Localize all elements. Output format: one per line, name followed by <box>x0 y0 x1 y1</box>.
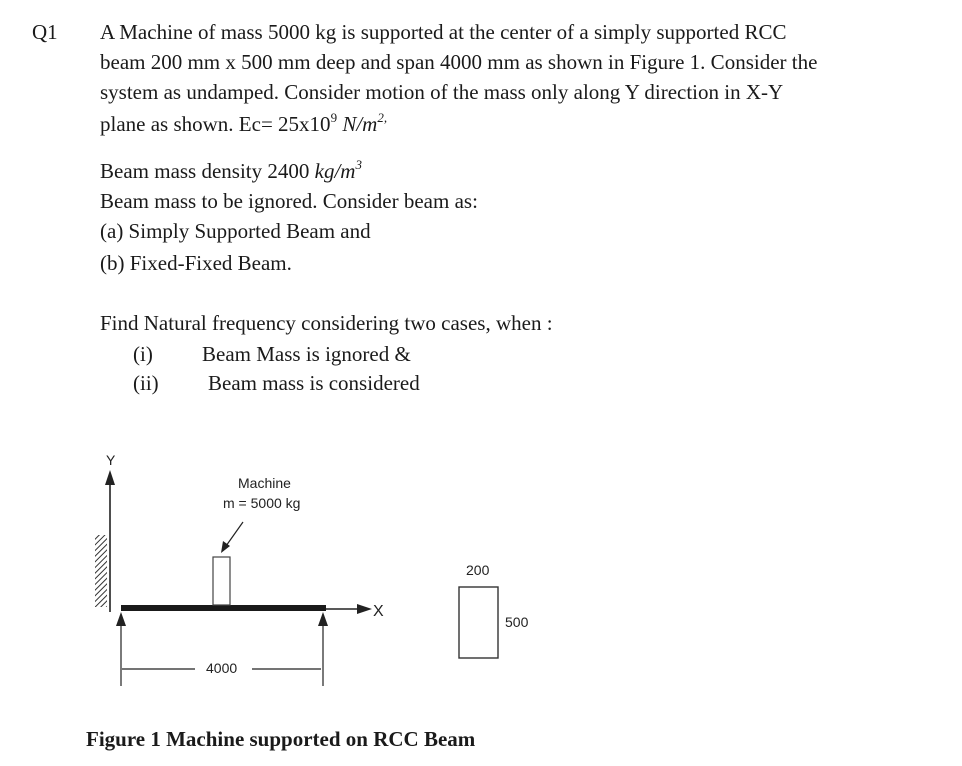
modulus-unit: N/m <box>342 112 378 136</box>
case-i-text: Beam Mass is ignored & <box>202 342 411 366</box>
machine-leader-line <box>226 522 243 546</box>
mass-label: m = 5000 kg <box>223 495 301 511</box>
x-axis-arrowhead <box>357 604 372 614</box>
case-ii-text: Beam mass is considered <box>208 371 420 395</box>
case-a-line: (a) Simply Supported Beam and <box>100 219 371 243</box>
machine-block <box>213 557 230 605</box>
density-unit-exponent: 3 <box>355 157 362 172</box>
wall-hatch <box>95 535 107 607</box>
x-axis-label: X <box>373 603 384 620</box>
beam-cross-section <box>459 587 498 658</box>
section-width-label: 200 <box>466 562 490 578</box>
question-number: Q1 <box>32 20 58 44</box>
case-i-label: (i) <box>133 342 153 366</box>
modulus-text: plane as shown. Ec= 25x10 <box>100 112 331 136</box>
machine-label: Machine <box>238 475 291 491</box>
modulus-exponent: 9 <box>330 110 338 125</box>
beam-mass-line: Beam mass to be ignored. Consider beam as: <box>100 189 478 213</box>
right-support-arrow <box>318 612 328 626</box>
figure-caption: Figure 1 Machine supported on RCC Beam <box>86 727 476 751</box>
find-line: Find Natural frequency considering two cases, when : <box>100 311 553 335</box>
density-unit: kg/m <box>314 159 356 183</box>
question-line-3: system as undamped. Consider motion of the mass only along Y direction in X-Y <box>100 80 784 104</box>
y-axis-arrowhead <box>105 470 115 485</box>
beam <box>121 605 326 611</box>
section-depth-label: 500 <box>505 614 529 630</box>
left-support-arrow <box>116 612 126 626</box>
case-ii-label: (ii) <box>133 371 159 395</box>
case-b-line: (b) Fixed-Fixed Beam. <box>100 251 292 275</box>
question-line-2: beam 200 mm x 500 mm deep and span 4000 mm as shown in Figure 1. Consider the <box>100 50 818 74</box>
question-line-1: A Machine of mass 5000 kg is supported at the center of a simply supported RCC <box>100 20 787 44</box>
y-axis-label: Y <box>106 452 116 468</box>
modulus-unit-exponent: 2, <box>377 110 388 125</box>
density-text: Beam mass density 2400 <box>100 159 315 183</box>
span-label: 4000 <box>206 660 238 676</box>
